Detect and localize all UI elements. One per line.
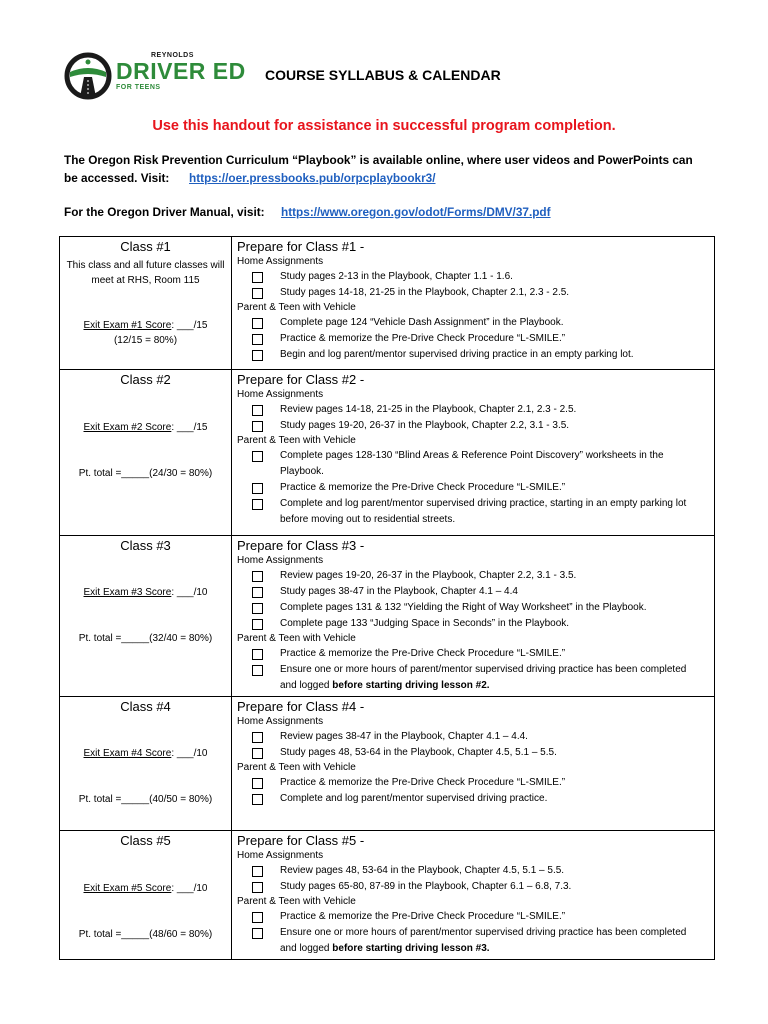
intro-visit-line: [64, 169, 436, 187]
assignment-text: Practice & memorize the Pre-Drive Check Procedure “L-SMILE.”: [280, 777, 566, 788]
assignment-item: [237, 418, 714, 434]
checkbox[interactable]: [252, 350, 263, 361]
page-title: COURSE SYLLABUS & CALENDAR: [265, 67, 501, 83]
class-prep-cell: [232, 370, 715, 536]
class-row: [60, 831, 715, 960]
class-row: [60, 536, 715, 697]
points-total: Pt. total =_____(32/40 = 80%): [78, 633, 213, 644]
playbook-link[interactable]: https://oer.pressbooks.pub/orpcplaybookr3/: [189, 171, 436, 185]
assignment-item: [237, 925, 714, 957]
class-prep-cell: [232, 237, 715, 370]
parent-teen-heading: Parent & Teen with Vehicle: [237, 762, 356, 773]
assignment-text: Review pages 38-47 in the Playbook, Chapter 4.1 – 4.4.: [280, 731, 528, 742]
checkbox[interactable]: [252, 288, 263, 299]
class-schedule-table: [59, 236, 715, 960]
checkbox[interactable]: [252, 778, 263, 789]
prepare-heading: Prepare for Class #2 -: [237, 372, 365, 387]
handout-note: Use this handout for assistance in successful program completion.: [152, 118, 616, 134]
parent-teen-heading: Parent & Teen with Vehicle: [237, 633, 356, 644]
assignment-item: [237, 863, 714, 879]
exit-exam-blank: : ___/10: [171, 587, 208, 598]
home-assignments-heading: Home Assignments: [237, 850, 324, 861]
assignment-item: [237, 879, 714, 895]
assignment-text: Study pages 65-80, 87-89 in the Playbook, Chapter 6.1 – 6.8, 7.3.: [280, 881, 572, 892]
assignment-item: [237, 568, 714, 584]
assignment-text: Complete page 124 “Vehicle Dash Assignment” in the Playbook.: [280, 317, 564, 328]
exit-exam-label: Exit Exam #5 Score: [83, 883, 172, 894]
exit-exam-blank: : ___/10: [171, 883, 208, 894]
assignment-deadline: before starting driving lesson #3.: [332, 943, 490, 954]
class-title: Class #5: [120, 833, 171, 848]
assignment-item: [237, 347, 714, 363]
points-total: Pt. total =_____(24/30 = 80%): [78, 468, 213, 479]
home-assignments-heading: Home Assignments: [237, 256, 324, 267]
assignment-item: [237, 480, 714, 496]
assignment-text: Study pages 2-13 in the Playbook, Chapter 1.1 - 1.6.: [280, 271, 513, 282]
assignment-text: Complete pages 131 & 132 “Yielding the Right of Way Worksheet” in the Playbook.: [280, 602, 647, 613]
checkbox[interactable]: [252, 571, 263, 582]
class-prep-cell: [232, 536, 715, 697]
exit-exam-score: [60, 748, 231, 759]
class-title: Class #4: [120, 699, 171, 714]
checkbox[interactable]: [252, 318, 263, 329]
intro-visit-text: be accessed. Visit:: [64, 171, 170, 185]
assignment-text: Complete pages 128-130 “Blind Areas & Reference Point Discovery” worksheets in the Playbook.: [280, 450, 664, 477]
checkbox[interactable]: [252, 866, 263, 877]
class-location-note: This class and all future classes will meet at RHS, Room 115: [66, 260, 225, 286]
checkbox[interactable]: [252, 603, 263, 614]
assignment-item: [237, 496, 714, 528]
assignment-item: [237, 269, 714, 285]
assignment-text: Study pages 19-20, 26-37 in the Playbook, Chapter 2.2, 3.1 - 3.5.: [280, 420, 570, 431]
checkbox[interactable]: [252, 451, 263, 462]
exit-exam-score: [60, 883, 231, 894]
points-total: (12/15 = 80%): [113, 335, 178, 346]
prepare-heading: Prepare for Class #5 -: [237, 833, 365, 848]
assignment-text: Begin and log parent/mentor supervised driving practice in an empty parking lot.: [280, 349, 634, 360]
assignment-text: Complete and log parent/mentor supervised driving practice, starting in an empty parking lot before moving out to residential streets.: [280, 498, 687, 525]
checkbox[interactable]: [252, 334, 263, 345]
class-row: [60, 370, 715, 536]
assignment-text: Study pages 38-47 in the Playbook, Chapter 4.1 – 4.4: [280, 586, 518, 597]
steering-wheel-icon: [64, 50, 116, 102]
assignment-text: Review pages 19-20, 26-37 in the Playbook, Chapter 2.2, 3.1 - 3.5.: [280, 570, 577, 581]
class-title: Class #1: [120, 239, 171, 254]
assignment-text: Ensure one or more hours of parent/mentor supervised driving practice has been completed and logged: [280, 664, 687, 691]
assignment-item: [237, 584, 714, 600]
driver-manual-link[interactable]: https://www.oregon.gov/odot/Forms/DMV/37.pdf: [280, 205, 551, 219]
assignment-item: [237, 729, 714, 745]
assignment-text: Review pages 48, 53-64 in the Playbook, Chapter 4.5, 5.1 – 5.5.: [280, 865, 565, 876]
exit-exam-label: Exit Exam #3 Score: [83, 587, 172, 598]
checkbox[interactable]: [252, 732, 263, 743]
assignment-text: Study pages 48, 53-64 in the Playbook, Chapter 4.5, 5.1 – 5.5.: [280, 747, 557, 758]
assignment-item: [237, 285, 714, 301]
prepare-heading: Prepare for Class #4 -: [237, 699, 365, 714]
checkbox[interactable]: [252, 483, 263, 494]
checkbox[interactable]: [252, 405, 263, 416]
assignment-item: [237, 448, 714, 480]
assignment-text: Review pages 14-18, 21-25 in the Playbook, Chapter 2.1, 2.3 - 2.5.: [280, 404, 577, 415]
exit-exam-blank: : ___/10: [171, 748, 208, 759]
logo-bottom-text: FOR TEENS: [116, 84, 161, 91]
class-prep-cell: [232, 831, 715, 960]
prepare-heading: Prepare for Class #3 -: [237, 538, 365, 553]
exit-exam-label: Exit Exam #1 Score: [83, 320, 172, 331]
home-assignments-heading: Home Assignments: [237, 716, 324, 727]
exit-exam-blank: : ___/15: [171, 422, 208, 433]
checkbox[interactable]: [252, 649, 263, 660]
class-title: Class #2: [120, 372, 171, 387]
class-prep-cell: [232, 697, 715, 831]
exit-exam-blank: : ___/15: [171, 320, 208, 331]
class-row: [60, 697, 715, 831]
checkbox[interactable]: [252, 587, 263, 598]
exit-exam-score: [60, 422, 231, 433]
assignment-text: Complete and log parent/mentor supervised driving practice.: [280, 793, 548, 804]
assignment-item: [237, 662, 714, 694]
assignment-item: [237, 775, 714, 791]
assignment-item: [237, 909, 714, 925]
parent-teen-heading: Parent & Teen with Vehicle: [237, 302, 356, 313]
intro-playbook-text: The Oregon Risk Prevention Curriculum “Playbook” is available online, where user videos and PowerPoints can: [64, 153, 693, 167]
exit-exam-label: Exit Exam #4 Score: [83, 748, 172, 759]
checkbox[interactable]: [252, 928, 263, 939]
class-row: [60, 237, 715, 370]
assignment-item: [237, 791, 714, 807]
points-total: Pt. total =_____(40/50 = 80%): [78, 794, 213, 805]
checkbox[interactable]: [252, 421, 263, 432]
checkbox[interactable]: [252, 912, 263, 923]
class-info-cell: [60, 370, 232, 536]
checkbox[interactable]: [252, 748, 263, 759]
assignment-item: [237, 616, 714, 632]
checkbox[interactable]: [252, 619, 263, 630]
reynolds-driver-ed-logo: [64, 50, 246, 102]
assignment-text: Practice & memorize the Pre-Drive Check Procedure “L-SMILE.”: [280, 482, 566, 493]
assignment-text: Practice & memorize the Pre-Drive Check Procedure “L-SMILE.”: [280, 911, 566, 922]
parent-teen-heading: Parent & Teen with Vehicle: [237, 896, 356, 907]
assignment-text: Practice & memorize the Pre-Drive Check Procedure “L-SMILE.”: [280, 333, 566, 344]
assignment-text: Ensure one or more hours of parent/mentor supervised driving practice has been completed and logged: [280, 927, 687, 954]
assignment-item: [237, 402, 714, 418]
assignment-text: Complete page 133 “Judging Space in Seconds” in the Playbook.: [280, 618, 570, 629]
class-info-cell: [60, 831, 232, 960]
logo-main-text: DRIVER ED: [116, 58, 246, 84]
assignment-text: Study pages 14-18, 21-25 in the Playbook, Chapter 2.1, 2.3 - 2.5.: [280, 287, 570, 298]
intro-manual-text: For the Oregon Driver Manual, visit:: [64, 205, 265, 219]
assignment-text: Practice & memorize the Pre-Drive Check Procedure “L-SMILE.”: [280, 648, 566, 659]
assignment-item: [237, 600, 714, 616]
class-title: Class #3: [120, 538, 171, 553]
exit-exam-score: [60, 587, 231, 598]
points-total: Pt. total =_____(48/60 = 80%): [78, 929, 213, 940]
checkbox[interactable]: [252, 665, 263, 676]
class-info-cell: [60, 536, 232, 697]
checkbox[interactable]: [252, 499, 263, 510]
assignment-item: [237, 331, 714, 347]
class-info-cell: [60, 697, 232, 831]
assignment-item: [237, 646, 714, 662]
home-assignments-heading: Home Assignments: [237, 389, 324, 400]
checkbox[interactable]: [252, 882, 263, 893]
assignment-item: [237, 745, 714, 761]
class-info-cell: [60, 237, 232, 370]
exit-exam-score: [60, 320, 231, 331]
home-assignments-heading: Home Assignments: [237, 555, 324, 566]
logo-top-text: REYNOLDS: [151, 52, 194, 59]
checkbox[interactable]: [252, 794, 263, 805]
prepare-heading: Prepare for Class #1 -: [237, 239, 365, 254]
assignment-deadline: before starting driving lesson #2.: [332, 680, 490, 691]
parent-teen-heading: Parent & Teen with Vehicle: [237, 435, 356, 446]
assignment-item: [237, 315, 714, 331]
intro-manual-line: [64, 203, 551, 221]
exit-exam-label: Exit Exam #2 Score: [83, 422, 172, 433]
checkbox[interactable]: [252, 272, 263, 283]
